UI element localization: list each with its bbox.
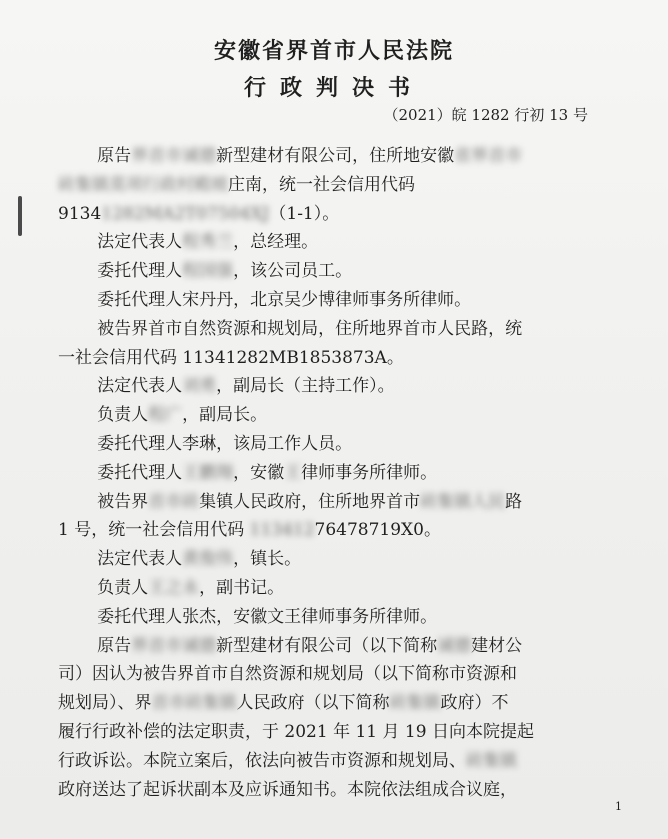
body-line	[58, 257, 608, 286]
redacted-text: 王	[284, 462, 302, 483]
body-line	[58, 516, 608, 545]
body-line	[58, 545, 608, 574]
line-text: 9134	[58, 203, 102, 224]
document-type-title: 行政判决书	[243, 75, 424, 101]
redacted-text: 省界首市	[454, 146, 523, 166]
line-text: 人民政府（以下简称	[236, 693, 390, 714]
redacted-text: 诚德	[437, 635, 472, 656]
line-text: 一社会信用代码 11341282MB1853873A。	[58, 347, 404, 368]
line-text: 委托代理人张杰，安徽文王律师事务所律师。	[97, 606, 438, 627]
redacted-text: 程广	[148, 405, 183, 426]
body-line	[58, 200, 608, 229]
body-line	[58, 459, 608, 488]
line-text: 司）因认为被告界首市自然资源和规划局（以下简称市资源和	[58, 664, 517, 685]
line-text: 规划局）、界	[58, 693, 152, 714]
body-line	[58, 747, 608, 776]
line-text: 委托代理人宋丹丹，北京吴少博律师事务所律师。	[97, 289, 472, 310]
line-text: 履行行政补偿的法定职责，于 2021 年 11 月 19 日向本院提起	[58, 721, 534, 742]
redacted-text: 黄俊伟	[182, 549, 234, 570]
judgment-body	[58, 142, 608, 804]
line-text: ，安徽	[233, 462, 285, 483]
binding-hole-mark	[18, 196, 22, 236]
redacted-text: 砖集镇人民	[420, 491, 506, 512]
line-text: 负责人	[97, 577, 149, 598]
line-text: 政府）不	[440, 693, 509, 714]
line-text: ，总经理。	[233, 232, 319, 253]
line-text: 建材公	[471, 635, 523, 656]
redacted-text: 界首市诚德	[131, 146, 217, 166]
redacted-text: 程秀兰	[182, 232, 234, 253]
redacted-text: 首市砖集镇	[151, 693, 237, 714]
line-text: （1-1）。	[269, 203, 340, 224]
line-text: 原告	[97, 146, 132, 166]
body-line	[58, 660, 608, 689]
redacted-text: 界首市诚德	[131, 635, 217, 656]
line-text: 路	[505, 491, 523, 512]
body-line	[58, 689, 608, 718]
line-text: 法定代表人	[97, 232, 183, 253]
line-text: 新型建材有限公司，住所地安徽	[216, 146, 455, 166]
redacted-text: 砖集镇	[466, 750, 517, 771]
court-name: 安徽省界首市人民法院	[213, 38, 454, 64]
line-text: ，副局长。	[182, 405, 268, 426]
line-text: 委托代理人李琳，该局工作人员。	[97, 433, 353, 454]
body-line	[58, 603, 608, 632]
page-number: 1	[615, 800, 622, 813]
line-text: 委托代理人	[97, 261, 183, 282]
line-text: ，该公司员工。	[233, 261, 353, 282]
redacted-text: 砖集镇	[389, 693, 441, 714]
line-text: ，镇长。	[233, 549, 302, 570]
redacted-text: 王鹏翔	[182, 462, 234, 483]
line-text: 1 号，统一社会信用代码	[58, 520, 250, 541]
redacted-text: 刘勇	[182, 376, 217, 397]
line-text: 律师事务所律师。	[301, 462, 438, 483]
body-line	[58, 776, 608, 805]
line-text: 原告	[97, 635, 132, 656]
body-line	[58, 142, 608, 171]
line-text: 被告界	[97, 491, 149, 512]
line-text: 新型建材有限公司（以下简称	[216, 635, 438, 656]
document-header	[0, 34, 668, 102]
body-line	[58, 286, 608, 315]
body-line	[58, 574, 608, 603]
body-line	[58, 372, 608, 401]
redacted-text: 王之永	[148, 577, 200, 598]
body-line	[58, 401, 608, 430]
body-line	[58, 315, 608, 344]
line-text: 法定代表人	[97, 549, 183, 570]
redacted-text: 程国强	[182, 261, 234, 282]
body-line	[58, 430, 608, 459]
redacted-text: 113412	[249, 520, 315, 541]
redacted-text: 首市砖	[148, 491, 200, 512]
body-line	[58, 228, 608, 257]
body-line	[58, 718, 608, 747]
redacted-text: 砖集镇莫项行政村殿坡	[58, 174, 228, 195]
line-text: 委托代理人	[97, 462, 183, 483]
line-text: 庄南，统一社会信用代码	[228, 174, 415, 195]
line-text: 政府送达了起诉状副本及应诉通知书。本院依法组成合议庭，	[58, 779, 517, 800]
line-text: 法定代表人	[97, 376, 183, 397]
body-line	[58, 632, 608, 661]
line-text: 76478719X0。	[314, 520, 441, 541]
case-number: （2021）皖 1282 行初 13 号	[383, 106, 588, 124]
body-line	[58, 488, 608, 517]
line-text: 被告界首市自然资源和规划局，住所地界首市人民路，统	[97, 318, 523, 339]
line-text: ，副书记。	[199, 577, 285, 598]
body-line	[58, 171, 608, 200]
redacted-text: 1282MA2T07504XJ	[101, 203, 270, 224]
line-text: 负责人	[97, 405, 149, 426]
line-text: 行政诉讼。本院立案后，依法向被告市资源和规划局、	[58, 750, 466, 771]
line-text: ，副局长（主持工作）。	[216, 376, 395, 397]
body-line	[58, 344, 608, 373]
line-text: 集镇人民政府，住所地界首市	[199, 491, 421, 512]
